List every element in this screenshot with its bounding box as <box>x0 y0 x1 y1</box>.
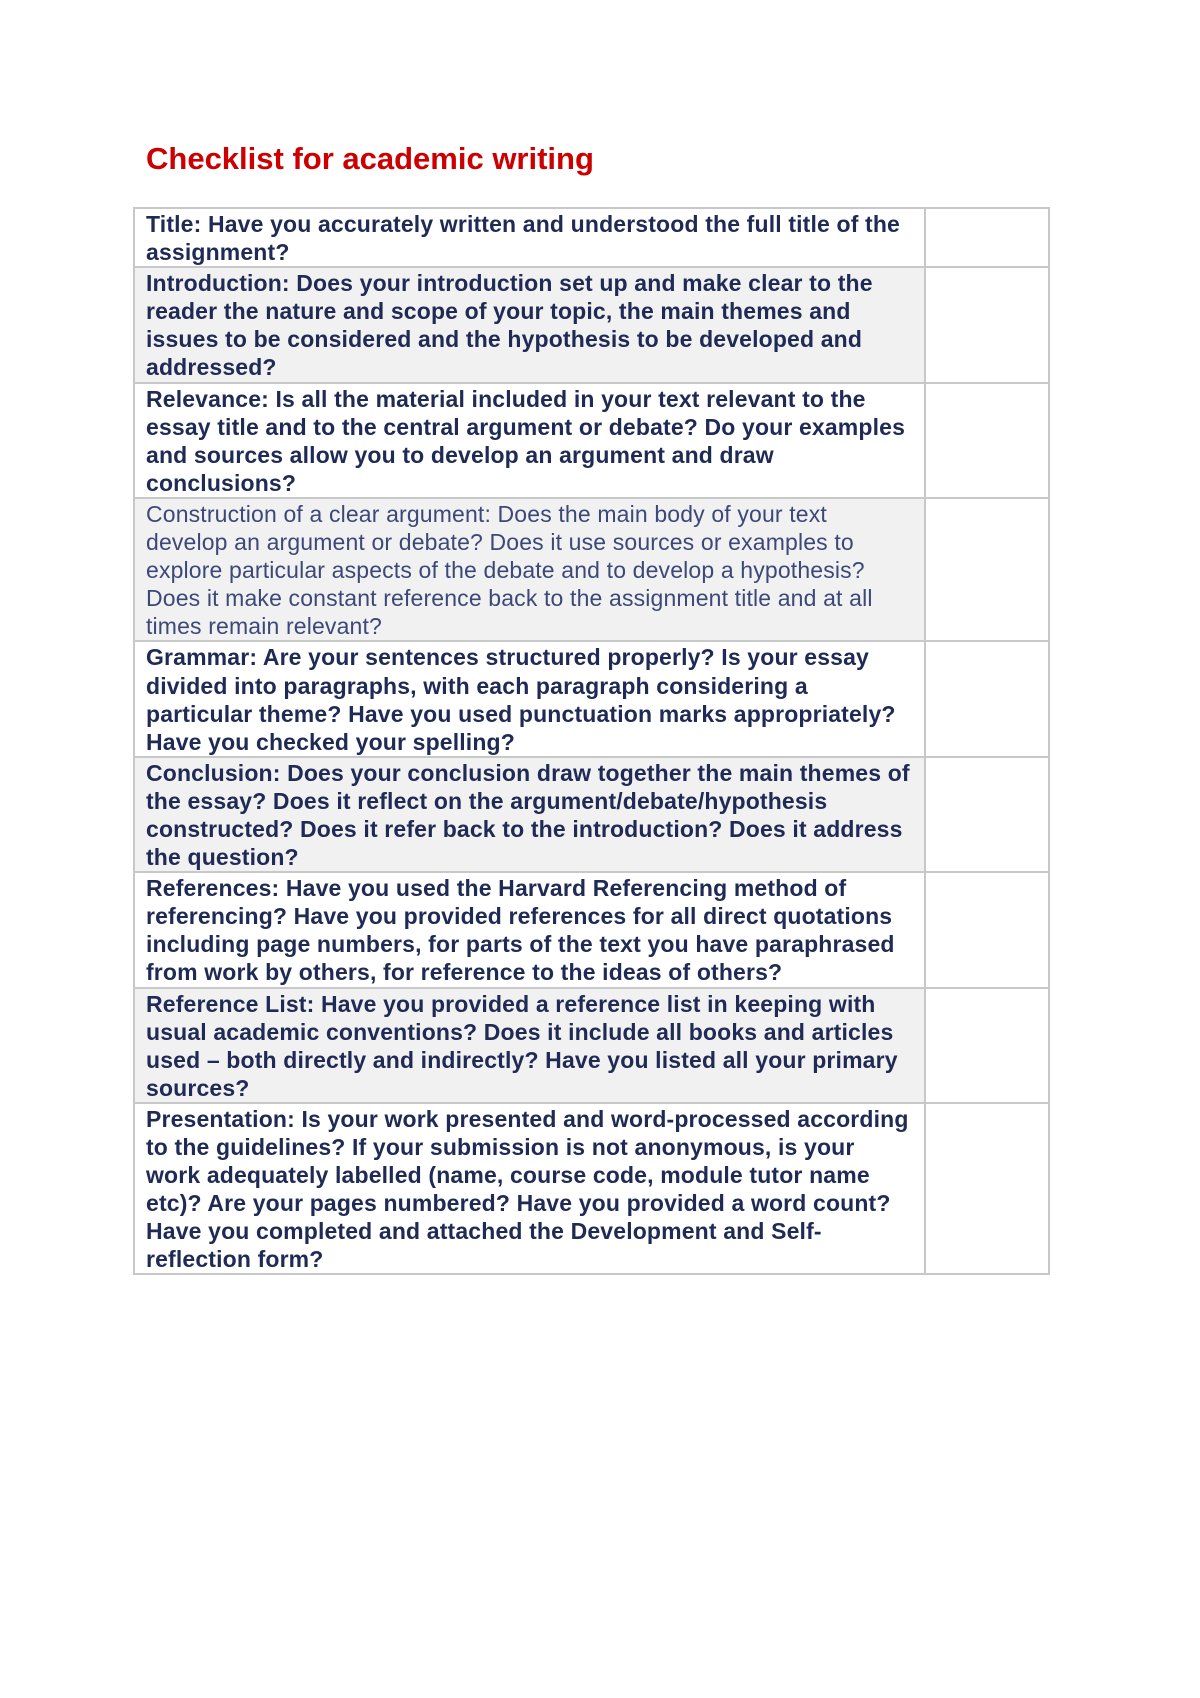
checklist-question: Introduction: Does your introduction set up and make clear to the reader the nature and scope of your topic, the main themes and issues to be considered and the hypothesis to be developed and addressed? <box>134 267 925 382</box>
checklist-question: References: Have you used the Harvard Referencing method of referencing? Have you provided references for all direct quotations including page numbers, for parts of the text you have paraphrased from work by others, for reference to the ideas of others? <box>134 872 925 987</box>
checklist-row-reference-list <box>134 988 1049 1103</box>
checklist-tick-cell[interactable] <box>925 757 1049 872</box>
checklist-row-grammar <box>134 641 1049 756</box>
checklist-row-title <box>134 208 1049 267</box>
checklist-tick-cell[interactable] <box>925 1103 1049 1275</box>
checklist-row-introduction <box>134 267 1049 382</box>
checklist-tick-cell[interactable] <box>925 383 1049 498</box>
checklist-question: Title: Have you accurately written and understood the full title of the assignment? <box>134 208 925 267</box>
checklist-tick-cell[interactable] <box>925 267 1049 382</box>
checklist-question: Presentation: Is your work presented and word-processed according to the guidelines? If your submission is not anonymous, is your work adequately labelled (name, course code, module tutor name etc)? Are your pages numbered? Have you provided a word count? Have you completed and attached the Development and Self-reflection form? <box>134 1103 925 1275</box>
checklist-row-references <box>134 872 1049 987</box>
checklist-question: Reference List: Have you provided a reference list in keeping with usual academic conventions? Does it include all books and articles used – both directly and indirectly? Have you listed all your primary sources? <box>134 988 925 1103</box>
checklist-question: Conclusion: Does your conclusion draw together the main themes of the essay? Does it reflect on the argument/debate/hypothesis constructed? Does it refer back to the introduction? Does it address the question? <box>134 757 925 872</box>
checklist-tick-cell[interactable] <box>925 498 1049 641</box>
checklist-table <box>133 207 1050 1275</box>
checklist-tick-cell[interactable] <box>925 208 1049 267</box>
checklist-row-argument <box>134 498 1049 641</box>
page-title: Checklist for academic writing <box>146 141 594 176</box>
checklist-row-conclusion <box>134 757 1049 872</box>
checklist-row-relevance <box>134 383 1049 498</box>
checklist-tick-cell[interactable] <box>925 872 1049 987</box>
checklist-row-presentation <box>134 1103 1049 1275</box>
checklist-question: Grammar: Are your sentences structured properly? Is your essay divided into paragraphs, with each paragraph considering a particular theme? Have you used punctuation marks appropriately? Have you checked your spelling? <box>134 641 925 756</box>
checklist-body <box>134 208 1049 1274</box>
checklist-tick-cell[interactable] <box>925 988 1049 1103</box>
checklist-question: Relevance: Is all the material included in your text relevant to the essay title and to the central argument or debate? Do your examples and sources allow you to develop an argument and draw conclusions? <box>134 383 925 498</box>
checklist-question: Construction of a clear argument: Does the main body of your text develop an argument or debate? Does it use sources or examples to explore particular aspects of the debate and to develop a hypothesis? Does it make constant reference back to the assignment title and at all times remain relevant? <box>134 498 925 641</box>
checklist-tick-cell[interactable] <box>925 641 1049 756</box>
